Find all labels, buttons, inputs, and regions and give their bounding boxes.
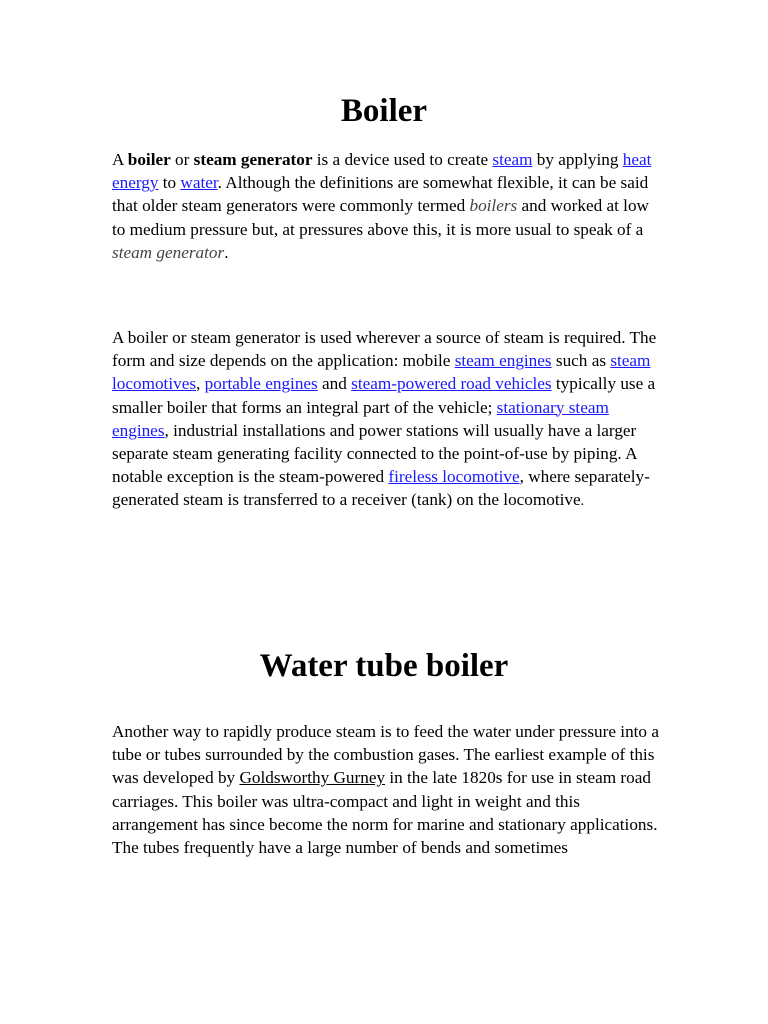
text-run: in the late 1820s for use in steam road carriages. This boiler was ultra-compact and light in weight and this arrangement has since become the norm for marine and stationary applications. The tubes frequently have a large number of bends and sometimes	[112, 768, 658, 858]
text-run: by applying	[532, 150, 623, 169]
link-steam-engines[interactable]: steam engines	[454, 351, 552, 371]
heading-boiler: Boiler	[340, 93, 428, 129]
paragraph-water-tube	[112, 720, 660, 859]
link-stationary-steam-engines[interactable]: stationary steam engines	[112, 397, 609, 440]
link-goldsworthy-gurney[interactable]: Goldsworthy Gurney	[239, 768, 386, 788]
bold-term-boiler: boiler	[127, 150, 171, 169]
heading-water-tube-boiler: Water tube boiler	[259, 648, 509, 684]
text-run: Another way to rapidly produce steam is to feed the water under pressure into a tube or tubes surrounded by the combustion gases. The earliest example of this was developed by	[112, 722, 659, 788]
link-steam-powered-road-vehicles[interactable]: steam-powered road vehicles	[351, 374, 552, 394]
text-run: and	[317, 374, 352, 394]
link-steam[interactable]: steam	[492, 150, 533, 169]
text-run: and worked at low to medium pressure but, at pressures above this, it is more usual to speak of a	[112, 196, 649, 239]
link-steam-locomotives[interactable]: steam locomotives	[112, 351, 651, 394]
text-run: . Although the definitions are somewhat flexible, it can be said that older steam generators were commonly termed	[112, 173, 649, 216]
text-run-period: .	[580, 494, 585, 510]
text-run: typically use a smaller boiler that forms an integral part of the vehicle;	[112, 374, 656, 417]
link-fireless-locomotive[interactable]: fireless locomotive	[388, 467, 520, 487]
text-run: , industrial installations and power stations will usually have a larger separate steam generating facility connected to the point-of-use by piping. A notable exception is the steam-powered	[112, 420, 637, 487]
bold-term-steam-generator: steam generator	[193, 150, 313, 169]
text-run: to	[158, 173, 181, 193]
paragraph-boiler-definition	[112, 148, 660, 264]
text-run: or	[170, 150, 194, 169]
text-run: A	[112, 150, 128, 169]
text-run: , where separately-generated steam is transferred to a receiver (tank) on the locomotive	[112, 467, 650, 510]
italic-term-steam-generator: steam generator	[112, 242, 225, 262]
link-portable-engines[interactable]: portable engines	[204, 374, 318, 394]
text-run: .	[224, 242, 229, 262]
link-heat-energy[interactable]: heat energy	[112, 150, 652, 193]
paragraph-boiler-usage	[112, 326, 660, 514]
text-run: is a device used to create	[312, 150, 493, 169]
text-run: such as	[551, 351, 611, 371]
text-run: ,	[196, 374, 205, 394]
italic-term-boilers: boilers	[469, 196, 518, 216]
text-run: A boiler or steam generator is used wherever a source of steam is required. The form and size depends on the application: mobile	[112, 328, 657, 371]
link-water[interactable]: water	[180, 173, 218, 193]
